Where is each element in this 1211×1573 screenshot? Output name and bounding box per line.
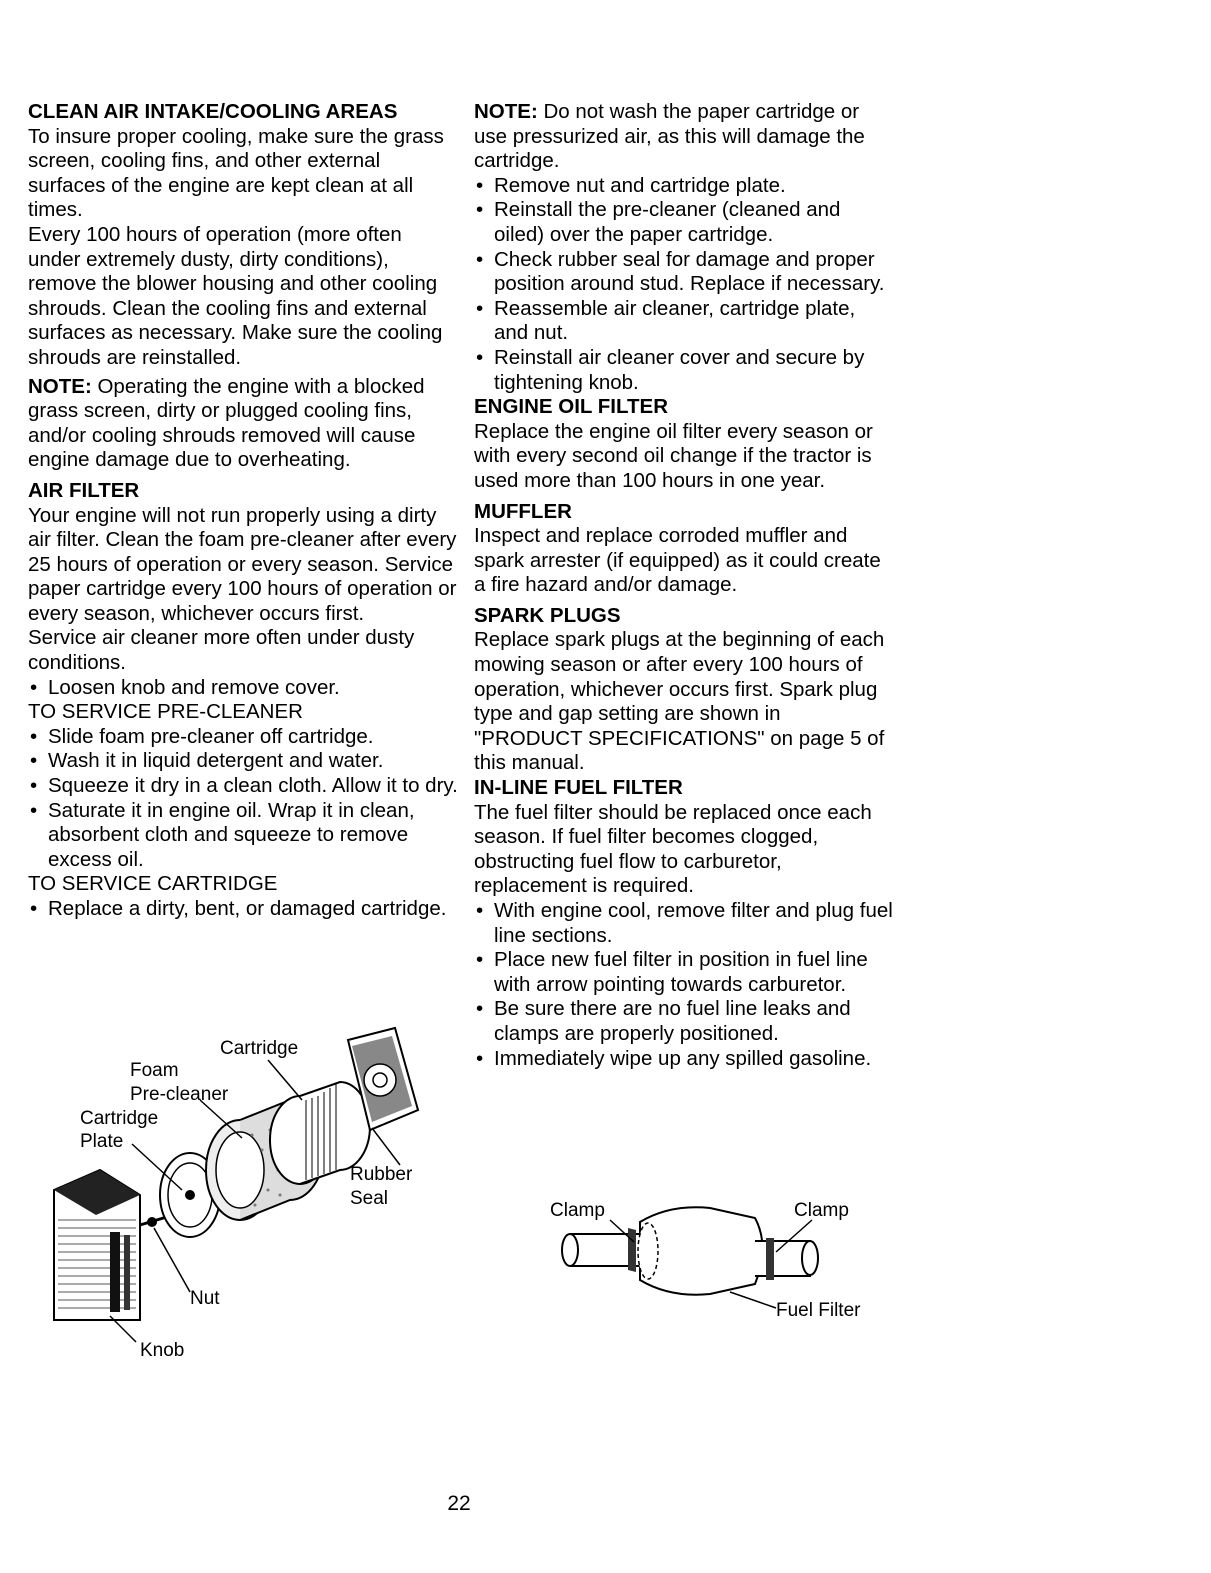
list-item: • With engine cool, remove filter and plug fuel line sections.	[474, 899, 894, 948]
right-note	[474, 100, 894, 174]
label-pre-cleaner: Pre-cleaner	[130, 1084, 229, 1105]
label-fuel-filter: Fuel Filter	[776, 1300, 861, 1321]
air-filter-paragraph-2: Service air cleaner more often under dusty conditions.	[28, 626, 415, 675]
label-rubber: Rubber	[350, 1164, 413, 1185]
label-cartridge: Cartridge	[220, 1038, 299, 1059]
fuel-filter-diagram-svg	[540, 1196, 880, 1326]
air-filter-diagram	[40, 1020, 460, 1370]
fuel-filter-diagram	[540, 1196, 880, 1326]
clean-air-paragraph-2: Every 100 hours of operation (more often under extremely dusty, dirty conditions), remove the blower housing and other cooling shrouds. Clean the cooling fins and external surfaces as necessary. Make sure the cooling shrouds are reinstalled.	[28, 222, 443, 369]
note-text: Operating the engine with a blocked grass screen, dirty or plugged cooling fins, and/or cooling shrouds removed will cause engine damage due to overheating.	[28, 374, 425, 472]
heading-spark-plugs: SPARK PLUGS	[474, 603, 621, 627]
air-filter-diagram-svg	[40, 1020, 460, 1370]
clamp-right-icon	[766, 1238, 774, 1280]
nut-icon	[147, 1217, 157, 1227]
label-foam: Foam	[130, 1060, 179, 1081]
list-item: • Be sure there are no fuel line leaks and clamps are properly positioned.	[474, 997, 894, 1046]
label-cartridge-plate-2: Plate	[80, 1131, 124, 1152]
list-item: • Reinstall air cleaner cover and secure by tightening knob.	[474, 346, 894, 395]
engine-oil-paragraph: Replace the engine oil filter every season or with every second oil change if the tractor is used more than 100 hours in one year.	[474, 419, 873, 492]
label-cartridge-plate-1: Cartridge	[80, 1108, 159, 1129]
spark-plugs-paragraph: Replace spark plugs at the beginning of each mowing season or after every 100 hours of operation, whichever occurs first. Spark plug type and gap setting are shown in "PRODUCT SPECIFICATIONS" on page 5 of this manual.	[474, 628, 885, 775]
air-cleaner-housing-icon	[54, 1170, 140, 1320]
list-item: • Squeeze it dry in a clean cloth. Allow it to dry.	[28, 774, 458, 799]
list-item: • Replace a dirty, bent, or damaged cartridge.	[28, 897, 458, 922]
clamp-left-icon	[628, 1228, 636, 1272]
list-item: • Reinstall the pre-cleaner (cleaned and oiled) over the paper cartridge.	[474, 198, 894, 247]
page-number: 22	[447, 1492, 471, 1515]
pre-cleaner-bullets	[28, 725, 458, 873]
list-item: • Remove nut and cartridge plate.	[474, 174, 894, 199]
subheading-cartridge: TO SERVICE CARTRIDGE	[28, 872, 278, 896]
label-nut: Nut	[190, 1288, 220, 1309]
list-item: • Place new fuel filter in position in fuel line with arrow pointing towards carburetor.	[474, 948, 894, 997]
list-item: • Check rubber seal for damage and proper position around stud. Replace if necessary.	[474, 248, 894, 297]
heading-in-line-fuel-filter: IN-LINE FUEL FILTER	[474, 776, 683, 800]
list-item: • Immediately wipe up any spilled gasoline.	[474, 1047, 894, 1072]
heading-engine-oil-filter: ENGINE OIL FILTER	[474, 395, 668, 419]
heading-muffler: MUFFLER	[474, 499, 572, 523]
right-column	[474, 100, 894, 1071]
note-label: NOTE:	[28, 374, 92, 398]
clean-air-paragraph-1: To insure proper cooling, make sure the grass screen, cooling fins, and other external surfaces of the engine are kept clean at all times.	[28, 124, 444, 222]
list-item: • Wash it in liquid detergent and water.	[28, 749, 458, 774]
label-clamp-right: Clamp	[794, 1200, 849, 1221]
subheading-pre-cleaner: TO SERVICE PRE-CLEANER	[28, 700, 303, 724]
clean-air-note	[28, 375, 458, 473]
fuel-filter-bullets	[474, 899, 894, 1071]
heading-clean-air: CLEAN AIR INTAKE/COOLING AREAS	[28, 100, 398, 123]
list-item: • Reassemble air cleaner, cartridge plate, and nut.	[474, 297, 894, 346]
air-filter-paragraph-1: Your engine will not run properly using a dirty air filter. Clean the foam pre-cleaner after every 25 hours of operation or every season. Service paper cartridge every 100 hours of operation or every season, whichever occurs first.	[28, 503, 457, 625]
air-cleaner-reassembly-bullets	[474, 174, 894, 395]
list-item: • Loosen knob and remove cover.	[28, 676, 458, 701]
note-text: Do not wash the paper cartridge or use pressurized air, as this will damage the cartridge.	[474, 100, 865, 173]
label-knob: Knob	[140, 1340, 185, 1361]
fuel-filter-icon	[638, 1207, 763, 1294]
list-item: • Slide foam pre-cleaner off cartridge.	[28, 725, 458, 750]
air-filter-bullets	[28, 676, 458, 701]
left-column	[28, 100, 458, 922]
fuel-filter-paragraph: The fuel filter should be replaced once each season. If fuel filter becomes clogged, obstructing fuel flow to carburetor, replacement is required.	[474, 800, 872, 898]
cartridge-bullets	[28, 897, 458, 922]
heading-air-filter: AIR FILTER	[28, 478, 140, 502]
label-seal: Seal	[350, 1188, 389, 1209]
muffler-paragraph: Inspect and replace corroded muffler and spark arrester (if equipped) as it could create a fire hazard and/or damage.	[474, 524, 881, 597]
list-item: • Saturate it in engine oil. Wrap it in clean, absorbent cloth and squeeze to remove excess oil.	[28, 799, 458, 873]
fuel-line-right-icon	[755, 1241, 818, 1276]
label-clamp-left: Clamp	[550, 1200, 605, 1221]
note-label: NOTE:	[474, 100, 538, 123]
